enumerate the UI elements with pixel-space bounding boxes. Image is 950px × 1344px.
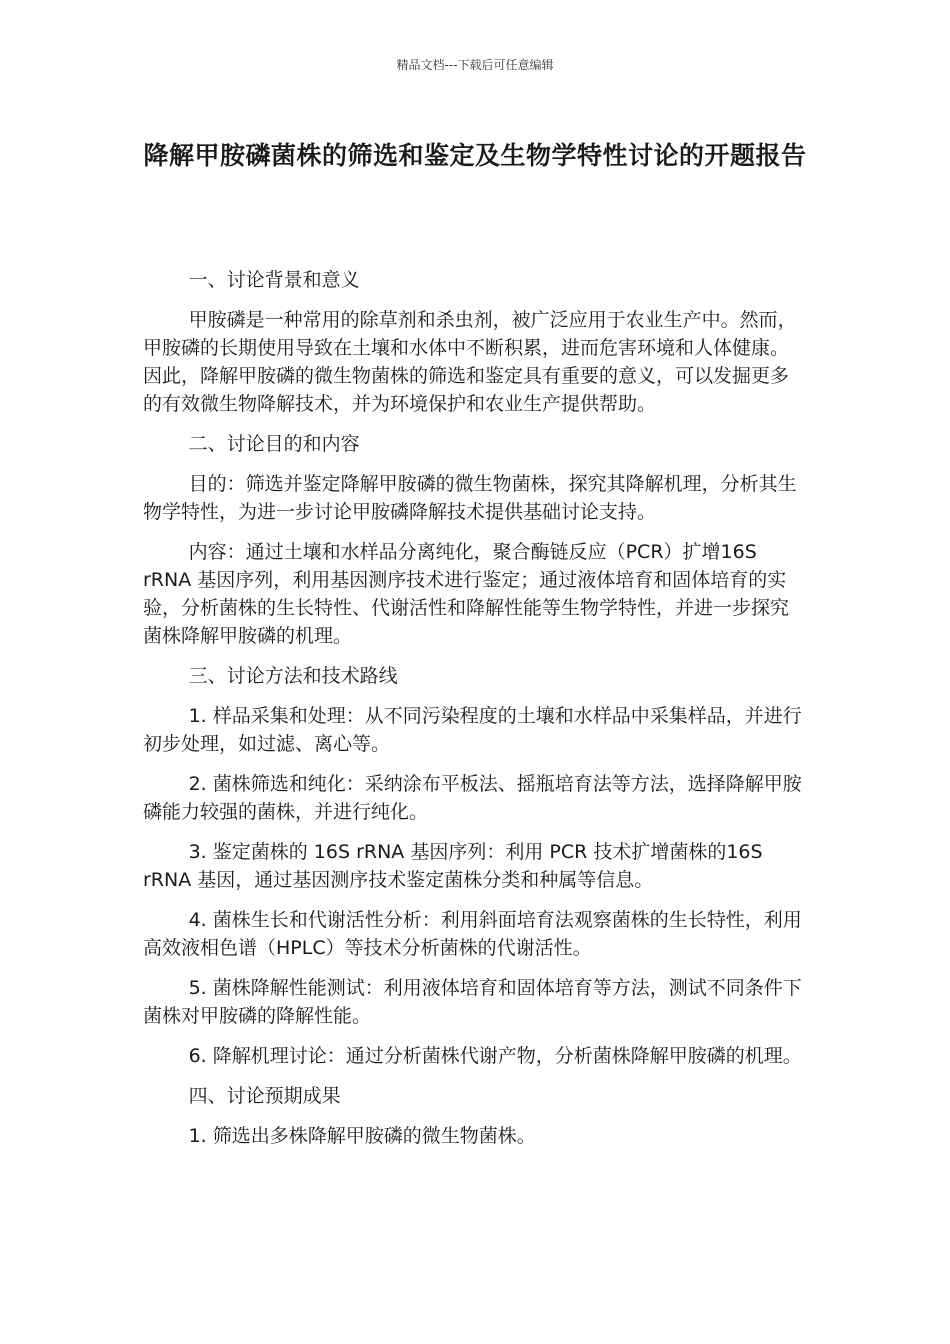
- paragraph-purpose: 目的：筛选并鉴定降解甲胺磷的微生物菌株，探究其降解机理，分析其生物学特性，为进一步讨论甲胺磷降解技术提供基础讨论支持。: [143, 473, 797, 523]
- document-body: [143, 266, 803, 1162]
- page-header: 精品文档---下载后可任意编辑: [396, 58, 554, 72]
- paragraph-content: 内容：通过土壤和水样品分离纯化，聚合酶链反应（PCR）扩增16S rRNA 基因序列，利用基因测序技术进行鉴定；通过液体培育和固体培育的实验，分析菌株的生长特性、代谢活性和降解性能等生物学特性，并进一步探究菌株降解甲胺磷的机理。: [143, 541, 790, 647]
- section-heading-purpose: 二、讨论目的和内容: [188, 433, 360, 455]
- paragraph-background: 甲胺磷是一种常用的除草剂和杀虫剂，被广泛应用于农业生产中。然而，甲胺磷的长期使用导致在土壤和水体中不断积累，进而危害环境和人体健康。因此，降解甲胺磷的微生物菌株的筛选和鉴定具有重要的意义，可以发掘更多的有效微生物降解技术，并为环境保护和农业生产提供帮助。: [143, 309, 797, 415]
- method-item-3: 3. 鉴定菌株的 16S rRNA 基因序列：利用 PCR 技术扩增菌株的16S rRNA 基因，通过基因测序技术鉴定菌株分类和种属等信息。: [143, 841, 763, 891]
- method-item-2: 2. 菌株筛选和纯化：采纳涂布平板法、摇瓶培育法等方法，选择降解甲胺磷能力较强的菌株，并进行纯化。: [143, 773, 802, 823]
- method-item-5: 5. 菌株降解性能测试：利用液体培育和固体培育等方法，测试不同条件下菌株对甲胺磷的降解性能。: [143, 977, 802, 1027]
- result-item-1: 1. 筛选出多株降解甲胺磷的微生物菌株。: [188, 1125, 536, 1147]
- section-heading-methods: 三、讨论方法和技术路线: [188, 665, 398, 687]
- document-title: 降解甲胺磷菌株的筛选和鉴定及生物学特性讨论的开题报告: [143, 141, 807, 170]
- section-heading-expected-results: 四、讨论预期成果: [188, 1085, 341, 1107]
- method-item-6: 6. 降解机理讨论：通过分析菌株代谢产物，分析菌株降解甲胺磷的机理。: [188, 1045, 802, 1067]
- method-item-4: 4. 菌株生长和代谢活性分析：利用斜面培育法观察菌株的生长特性，利用高效液相色谱（HPLC）等技术分析菌株的代谢活性。: [143, 909, 802, 959]
- method-item-1: 1. 样品采集和处理：从不同污染程度的土壤和水样品中采集样品，并进行初步处理，如过滤、离心等。: [143, 705, 802, 755]
- section-heading-background: 一、讨论背景和意义: [188, 269, 360, 291]
